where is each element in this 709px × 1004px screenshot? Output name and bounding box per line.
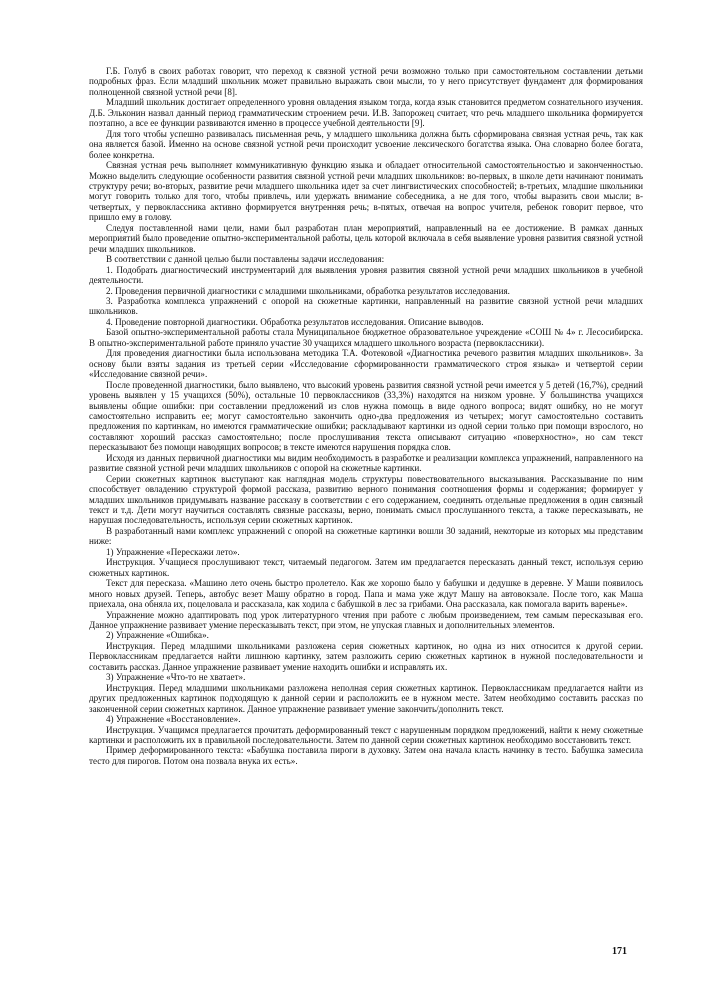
paragraph: Упражнение можно адаптировать под урок литературного чтения при работе с любым произведением, тем самым пересказывая его. Данное упражнение развивает умение пересказывать текст, при этом, не упуская главных и дополнительных элементов.	[89, 609, 643, 631]
exercise-heading: 3) Упражнение «Что-то не хватает».	[106, 672, 246, 683]
task-item: 2. Проведения первичной диагностики с младшими школьниками, обработка результатов исследования.	[106, 285, 510, 296]
paragraph: После проведенной диагностики, было выявлено, что высокий уровень развития связной устной речи имеется у 5 детей (16,7%), средний уровень выявлен у 15 учащихся (50%), остальные 10 первоклассников (33,3%) находятся на низком уровне. У большинства учащихся выявлены общие ошибки: при составлении предложений из слов нужна помощь в виде одного вопроса; видят ошибку, но не могут самостоятельно исправить ее; могут самостоятельно закончить одно-два предложения из четырех; могут самостоятельно составить предложения по картинкам, но имеются грамматические ошибки; раскладывают картинки из одной серии только при помощи взрослого, но составляют хороший рассказ самостоятельно; после прослушивания текста описывают ситуацию «поверхностно», но сам текст пересказывают без помощи наводящих вопросов; в тексте имеются нарушения порядка слов.	[89, 379, 643, 453]
exercise-heading: 4) Упражнение «Восстановление».	[106, 714, 241, 725]
paragraph: Связная устная речь выполняет коммуникативную функцию языка и обладает относительной самостоятельностью и законченностью. Можно выделить следующие особенности развития связной устной речи младших школьников: во-первых, в школе дети начинают понимать структуру речи; во-вторых, развитие речи младшего школьника идет за счет лингвистических способностей; в-третьих, младшие школьники могут говорить только для того, чтобы привлечь, или удержать внимание собеседника, а не для того, чтобы выразить свои мысли; в-четвертых, у первоклассника активно формируется внутренняя речь; в-пятых, отвечая на вопрос учителя, ребенок говорит первое, что пришло ему в голову.	[89, 160, 643, 223]
task-item: 3. Разработка комплекса упражнений с опорой на сюжетные картинки, направленный на развитие связной устной речи младших школьников.	[89, 295, 643, 317]
paragraph: Серии сюжетных картинок выступают как наглядная модель структуры повествовательного высказывания. Рассказывание по ним способствует овладению структурой формой рассказа, развитию верного понимания соотношения формы и содержания; формирует у младших школьников придумывать название рассказу в соответствии с его содержанием, соединять отдельные предложения в один связный текст и т.д. Дети могут научиться составлять связные рассказы, верно, понимать смысл прослушанного текста, а также пересказывать, не нарушая последовательность, используя серии сюжетных картинок.	[89, 473, 643, 526]
paragraph: Исходя из данных первичной диагностики мы видим необходимость в разработке и реализации комплекса упражнений, направленного на развитие связной устной речи младших школьников с опорой на сюжетные картинки.	[89, 452, 643, 474]
page-number: 171	[612, 946, 627, 957]
exercise-heading: 1) Упражнение «Перескажи лето».	[106, 546, 240, 557]
task-item: 1. Подобрать диагностический инструментарий для выявления уровня развития связной устной речи младших школьников в учебной деятельности.	[89, 264, 643, 286]
paragraph: Текст для пересказа. «Машино лето очень быстро пролетело. Как же хорошо было у бабушки и дедушке в деревне. У Маши появилось много новых друзей. Теперь, автобус везет Машу обратно в город. Папа и мама уже ждут Машу на автовокзале. После того, как Маша приехала, она обняла их, поцеловала и рассказала, как ходила с бабушкой в лес за грибами. Она рассказала, как помогала варить варенье».	[89, 578, 643, 610]
paragraph: Г.Б. Голуб в своих работах говорит, что переход к связной устной речи возможно только при самостоятельном составлении детьми подробных фраз. Если младший школьник может правильно выражать свои мысли, то у него присутствует фундамент для формирования полноценной связной устной речи [8].	[89, 66, 643, 97]
paragraph: Инструкция. Учащимся предлагается прочитать деформированный текст с нарушенным порядком предложений, найти к нему сюжетные картинки и расположить их в правильной последовательности. Затем по данной серии сюжетных картинок необходимо восстановить текст.	[89, 724, 643, 745]
paragraph: Пример деформированного текста: «Бабушка поставила пироги в духовку. Затем она начала класть начинку в тесто. Бабушка замесила тесто для пирогов. Потом она позвала внука их есть».	[89, 745, 643, 766]
paragraph: Младший школьник достигает определенного уровня овладения языком тогда, когда язык становится предметом сознательного изучения. Д.Б. Эльконин назвал данный период грамматическим строением речи. И.В. Запорожец считает, что речь младшего школьника формируется поэтапно, а все ее функции развиваются именно в процессе учебной деятельности [9].	[89, 97, 643, 129]
paragraph: Инструкция. Учащиеся прослушивают текст, читаемый педагогом. Затем им предлагается пересказать данный текст, используя серию сюжетных картинок.	[89, 557, 643, 578]
paragraph: Базой опытно-экспериментальной работы стала Муниципальное бюджетное образовательное учреждение «СОШ № 4» г. Лесосибирска. В опытно-экспериментальной работе приняло участие 30 учащихся младшего школьного возраста (первоклассники).	[89, 327, 643, 348]
paragraph: Инструкция. Перед младшими школьниками разложена серия сюжетных картинок, но одна из них относится к другой серии. Первоклассникам предлагается найти лишнюю картинку, затем разложить серию сюжетных картинок в нужной последовательности и составить рассказ. Данное упражнение развивает умение находить ошибки и исправлять их.	[89, 640, 643, 672]
paragraph: В соответствии с данной целью были поставлены задачи исследования:	[106, 254, 385, 265]
paragraph: Инструкция. Перед младшими школьниками разложена неполная серия сюжетных картинок. Первоклассникам предлагается найти из других предложенных картинок подходящую к данной серии и расположить ее в нужном месте. Затем необходимо составить рассказ по законченной серии сюжетных картинок. Данное упражнение развивает умение закончить/дополнить текст.	[89, 682, 643, 714]
exercise-heading: 2) Упражнение «Ошибка».	[106, 630, 209, 641]
article-body	[89, 66, 643, 766]
task-item: 4. Проведение повторной диагностики. Обработка результатов исследования. Описание выводов.	[106, 316, 484, 327]
paragraph: В разработанный нами комплекс упражнений с опорой на сюжетные картинки вошли 30 заданий, некоторые из которых мы представим ниже:	[89, 525, 643, 547]
paragraph: Для того чтобы успешно развивалась письменная речь, у младшего школьника должна быть сформирована связная устная речь, так как она является базой. Именно на основе связной устной речи происходит усвоение лексического богатства языка. Она словарно более богата, более конкретна.	[89, 128, 643, 160]
paragraph: Следуя поставленной нами цели, нами был разработан план мероприятий, направленный на ее достижение. В рамках данных мероприятий было проведение опытно-экспериментальной работы, цель которой включала в себя выявление уровня развития связной устной речи младших школьников.	[89, 222, 643, 254]
paragraph: Для проведения диагностики была использована методика Т.А. Фотековой «Диагностика речевого развития младших школьников». За основу были взяты задания из третьей серии «Исследование сформированности грамматического строя языка» и четвертой серии «Исследование связной речи».	[89, 348, 643, 380]
